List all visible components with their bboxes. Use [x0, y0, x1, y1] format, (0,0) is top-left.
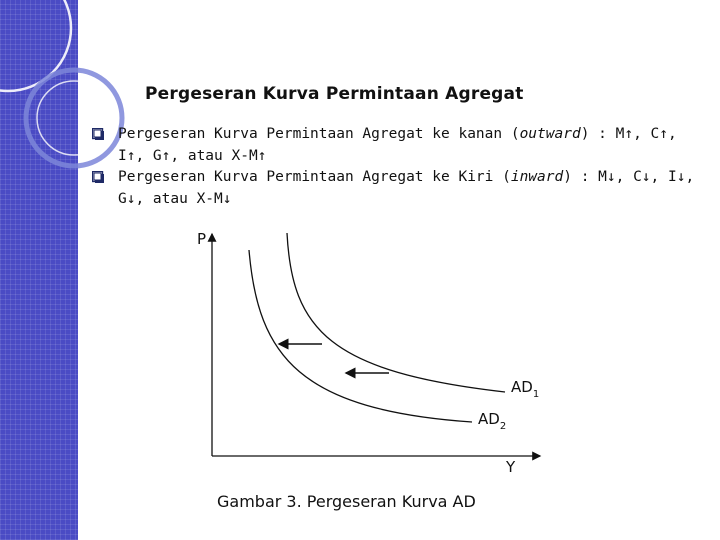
ad2-name: AD: [478, 410, 500, 428]
ad2-sub: 2: [499, 421, 507, 432]
ad2-label: [478, 410, 506, 432]
bullet-text-post: ) : M↓, C↓, I↓, G↓, atau X-M↓: [118, 169, 695, 207]
x-axis-label: Y: [506, 458, 516, 476]
ad2-curve: [249, 250, 472, 422]
slide-title: Pergeseran Kurva Permintaan Agregat: [145, 84, 524, 104]
y-axis-label: P: [197, 230, 207, 248]
bullet-text-pre: Pergeseran Kurva Permintaan Agregat ke Kiri (: [118, 169, 511, 185]
ad1-sub: 1: [532, 389, 540, 400]
figure-caption: Gambar 3. Pergeseran Kurva AD: [217, 492, 476, 511]
bullet-text-em: outward: [519, 126, 581, 142]
bullet-text-post: ) : M↑, C↑, I↑, G↑, atau X-M↑: [118, 126, 677, 164]
ad1-name: AD: [511, 378, 533, 396]
bullet-text-pre: Pergeseran Kurva Permintaan Agregat ke kanan (: [118, 126, 520, 142]
bullet-text-em: inward: [510, 169, 564, 185]
ad1-curve: [287, 233, 505, 392]
ad1-label: [511, 378, 539, 400]
